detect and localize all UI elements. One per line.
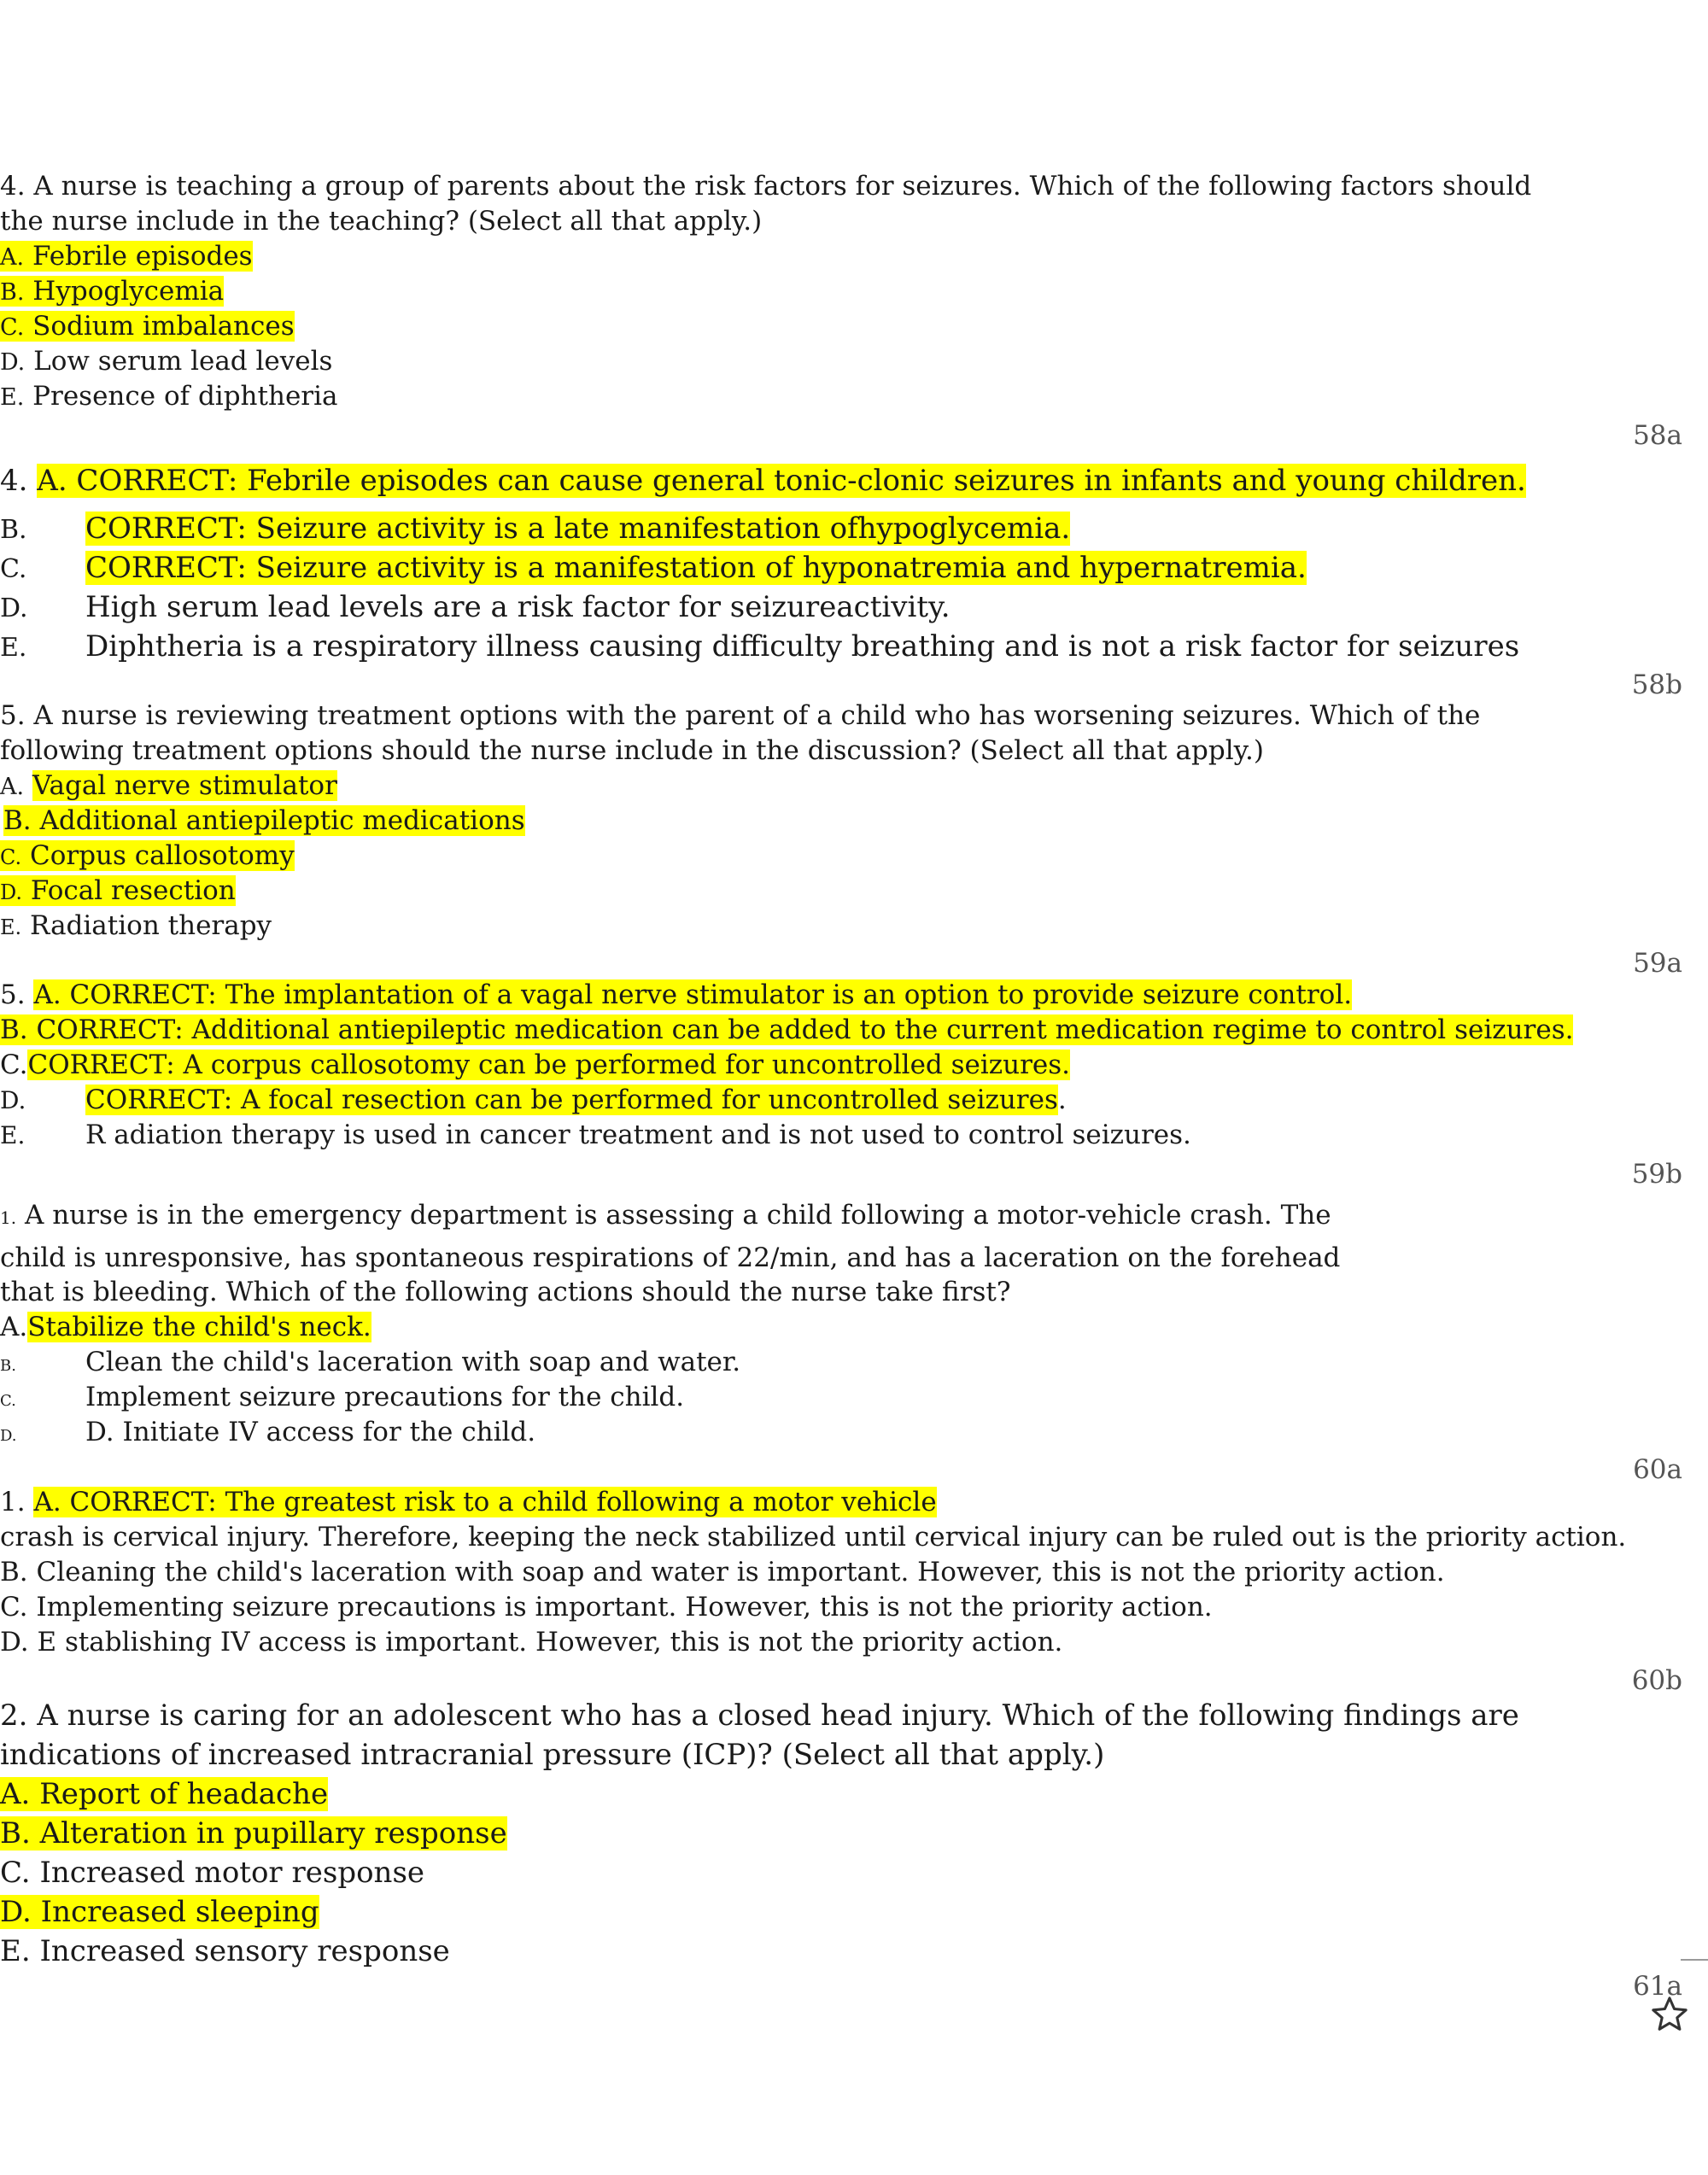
q5-stem-line-2: following treatment options should the nurse include in the discussion? (Select all that apply.): [0, 735, 1264, 766]
a4-row-e: E. Diphtheria is a respiratory illness causing difficulty breathing and is not a risk factor for seizures: [0, 629, 1520, 664]
q1-option-c: C. Implement seizure precautions for the child.: [0, 1382, 685, 1412]
q4-option-c: C. Sodium imbalances: [0, 311, 295, 342]
a1-line-a: 1. A. CORRECT: The greatest risk to a child following a motor vehicle: [0, 1487, 937, 1517]
page-label-60b: 60b: [1631, 1665, 1682, 1696]
page-label-60a: 60a: [1633, 1454, 1682, 1485]
q2-option-d: D. Increased sleeping: [0, 1895, 319, 1929]
star-icon[interactable]: [1650, 1995, 1689, 2034]
q4-option-d: D. Low serum lead levels: [0, 346, 333, 377]
a5-line-a: 5. A. CORRECT: The implantation of a vagal nerve stimulator is an option to provide seizure control.: [0, 979, 1353, 1010]
q4-option-a: A. Febrile episodes: [0, 241, 253, 272]
q5-option-d: D. Focal resection: [0, 875, 236, 906]
page-label-59a: 59a: [1633, 948, 1682, 979]
page-label-58a: 58a: [1633, 420, 1682, 451]
a1-line-c: C. Implementing seizure precautions is important. However, this is not the priority action.: [0, 1592, 1213, 1622]
a4-row-c: C. CORRECT: Seizure activity is a manifestation of hyponatremia and hypernatremia.: [0, 551, 1307, 585]
q4-stem-line-2: the nurse include in the teaching? (Select all that apply.): [0, 206, 763, 237]
q2-option-c: C. Increased motor response: [0, 1856, 425, 1890]
q2-option-b: B. Alteration in pupillary response: [0, 1816, 507, 1851]
q4-stem-line-1: 4. A nurse is teaching a group of parents about the risk factors for seizures. Which of the following factors should: [0, 171, 1532, 202]
page-label-61a: 61a: [1633, 1971, 1682, 2002]
q2-option-e: E. Increased sensory response: [0, 1934, 450, 1968]
q2-stem-line-1: 2. A nurse is caring for an adolescent who has a closed head injury. Which of the following findings are: [0, 1698, 1519, 1733]
page-label-59b: 59b: [1631, 1159, 1682, 1190]
a5-line-e: E. R adiation therapy is used in cancer treatment and is not used to control seizures.: [0, 1120, 1191, 1150]
q5-stem-line-1: 5. A nurse is reviewing treatment options with the parent of a child who has worsening seizures. Which of the: [0, 700, 1481, 731]
q1-option-b: B. Clean the child's laceration with soap and water.: [0, 1347, 741, 1377]
q5-option-c: C. Corpus callosotomy: [0, 840, 295, 871]
q1-stem-line-1: 1. A nurse is in the emergency department is assessing a child following a motor-vehicle crash. The: [0, 1200, 1331, 1231]
a4-row-d: D. High serum lead levels are a risk factor for seizureactivity.: [0, 590, 951, 624]
q5-option-a: A. Vagal nerve stimulator: [0, 770, 337, 801]
a1-line-2: crash is cervical injury. Therefore, keeping the neck stabilized until cervical injury can be ruled out is the priority action.: [0, 1522, 1627, 1552]
q2-stem-line-2: indications of increased intracranial pressure (ICP)? (Select all that apply.): [0, 1738, 1105, 1772]
q4-option-b: B. Hypoglycemia: [0, 276, 225, 307]
q5-option-b: B. Additional antiepileptic medications: [3, 805, 525, 836]
q1-option-a: A.Stabilize the child's neck.: [0, 1312, 371, 1342]
q5-option-e: E. Radiation therapy: [0, 910, 272, 941]
q1-option-d: D. D. Initiate IV access for the child.: [0, 1417, 536, 1447]
q4-option-e: E. Presence of diphtheria: [0, 381, 338, 412]
corner-divider: [1681, 1959, 1708, 1961]
a4-row-b: B. CORRECT: Seizure activity is a late manifestation ofhypoglycemia.: [0, 512, 1071, 546]
a5-line-c: C.CORRECT: A corpus callosotomy can be performed for uncontrolled seizures.: [0, 1049, 1071, 1080]
a1-line-d: D. E stablishing IV access is important. However, this is not the priority action.: [0, 1627, 1063, 1658]
q1-stem-line-2: child is unresponsive, has spontaneous respirations of 22/min, and has a laceration on the forehead: [0, 1242, 1341, 1273]
a5-line-b: B. CORRECT: Additional antiepileptic medication can be added to the current medication regime to control seizures.: [0, 1014, 1574, 1045]
a1-line-b: B. Cleaning the child's laceration with soap and water is important. However, this is not the priority action.: [0, 1557, 1445, 1587]
page-label-58b: 58b: [1631, 669, 1682, 700]
q2-option-a: A. Report of headache: [0, 1777, 329, 1811]
a5-line-d: D. CORRECT: A focal resection can be performed for uncontrolled seizures.: [0, 1085, 1067, 1115]
q1-stem-line-3: that is bleeding. Which of the following actions should the nurse take first?: [0, 1277, 1011, 1307]
a4-line-a: 4. A. CORRECT: Febrile episodes can cause general tonic-clonic seizures in infants and young children.: [0, 464, 1526, 498]
